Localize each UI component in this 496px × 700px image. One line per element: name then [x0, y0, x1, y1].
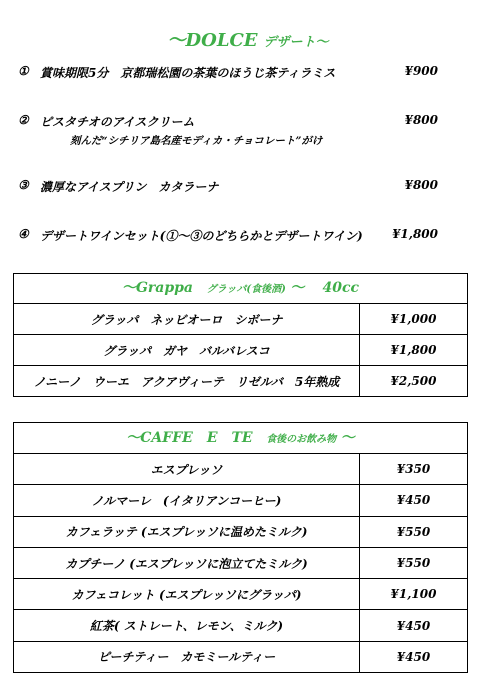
table-row	[14, 516, 467, 547]
grappa-item-price: ¥2,500	[360, 366, 468, 397]
grappa-header	[14, 274, 467, 304]
dessert-price: ¥800	[404, 178, 438, 192]
caffe-item-price: ¥1,100	[360, 579, 468, 610]
dessert-name: 賞味期限5分 京都瑞松園の茶葉のほうじ茶ティラミス	[40, 66, 336, 80]
caffe-item-price: ¥450	[360, 485, 468, 516]
grappa-volume: 40cc	[322, 280, 360, 296]
table-row	[14, 485, 467, 516]
caffe-item-name: エスプレッソ	[150, 462, 223, 477]
caffe-item-price: ¥450	[360, 610, 468, 641]
dessert-name: 濃厚なアイスプリン カタラーナ	[40, 180, 219, 194]
caffe-title-en: ～CAFFE E TE	[126, 430, 253, 446]
dessert-number: ①	[18, 64, 29, 78]
caffe-item-name: カフェコレット (エスプレッソにグラッパ)	[14, 579, 360, 610]
dessert-price: ¥1,800	[392, 227, 438, 241]
grappa-title-ja: グラッパ(食後酒)	[206, 284, 286, 295]
dolce-title-ja: デザート～	[263, 35, 329, 50]
caffe-item-name: カプチーノ (エスプレッソに泡立てたミルク)	[14, 547, 360, 578]
dolce-title-en: ～DOLCE	[167, 30, 258, 51]
table-row	[14, 547, 467, 578]
caffe-title-ja: 食後のお飲み物	[266, 434, 337, 445]
dessert-number: ②	[18, 113, 29, 127]
dessert-number: ④	[18, 227, 29, 241]
caffe-section	[13, 422, 468, 673]
table-row	[14, 335, 467, 366]
grappa-item-name: ノニーノ ウーエ アクアヴィーテ リゼルバ 5年熟成	[14, 366, 360, 397]
grappa-title-end: ～	[290, 280, 305, 296]
grappa-section	[13, 273, 468, 397]
caffe-item-price: ¥550	[360, 516, 468, 547]
table-row	[14, 454, 467, 485]
caffe-item-price: ¥450	[360, 641, 468, 672]
grappa-item-name: グラッパ ネッビオーロ シボーナ	[90, 312, 283, 327]
caffe-header	[14, 423, 467, 454]
caffe-item-name: ピーチティー カモミールティー	[14, 641, 360, 672]
caffe-table	[14, 454, 467, 672]
table-row	[14, 641, 467, 672]
dessert-price: ¥900	[404, 64, 438, 78]
table-row	[14, 610, 467, 641]
grappa-table	[14, 304, 467, 396]
caffe-item-name: カフェラッテ (エスプレッソに温めたミルク)	[14, 516, 360, 547]
caffe-item-name: 紅茶( ストレート、レモン、ミルク)	[14, 610, 360, 641]
table-row	[14, 579, 467, 610]
caffe-item-name: ノルマーレ (イタリアンコーヒー)	[14, 485, 360, 516]
dessert-name: デザートワインセット(①～③のどちらかとデザートワイン)	[40, 229, 363, 243]
grappa-item-price: ¥1,000	[360, 304, 468, 335]
dessert-number: ③	[18, 178, 29, 192]
caffe-title-end: ～	[340, 430, 355, 446]
table-row	[14, 304, 467, 335]
table-row	[14, 366, 467, 397]
dessert-note: 刻んだ“シチリア島名産モディカ・チョコレート”がけ	[70, 135, 323, 147]
dessert-price: ¥800	[404, 113, 438, 127]
caffe-item-price: ¥550	[360, 547, 468, 578]
grappa-title-en: ～Grappa	[121, 280, 194, 296]
dolce-title	[0, 26, 496, 52]
dessert-name: ピスタチオのアイスクリーム	[40, 115, 195, 129]
caffe-item-price: ¥350	[360, 454, 468, 485]
grappa-item-price: ¥1,800	[360, 335, 468, 366]
grappa-item-name: グラッパ ガヤ バルバレスコ	[14, 335, 360, 366]
